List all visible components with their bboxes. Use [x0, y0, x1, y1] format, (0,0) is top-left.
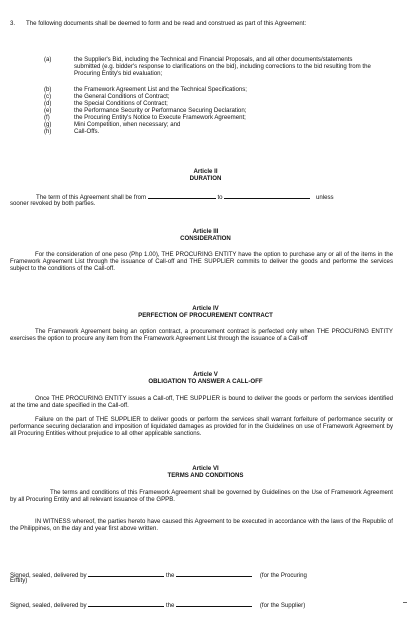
signature-the: the	[165, 602, 175, 609]
page-mark	[403, 602, 407, 603]
signature-line-supplier	[10, 600, 400, 609]
signature-label: Signed, sealed, delivered by	[10, 572, 87, 579]
list-item-key: (a)	[44, 56, 52, 63]
perfection-text: The Framework Agreement being an option contract, a procurement contract is perfected only when THE PROCURING ENTITY exercises the option to procure any item from the Framework Agreement List through the issuance of a Call-off	[10, 328, 393, 343]
signature-blank	[88, 570, 164, 577]
list-item-key: (b)	[44, 86, 52, 93]
signature-party: (for the Supplier)	[259, 602, 306, 609]
list-item-key: (h)	[44, 128, 52, 135]
article-number: Article III	[192, 228, 219, 235]
list-item-key: (f)	[44, 114, 50, 121]
clause-number: 3.	[10, 20, 16, 27]
list-item-text: the Procuring Entity's Notice to Execute Framework Agreement;	[74, 114, 246, 121]
article-title: DURATION	[189, 175, 222, 182]
duration-to: to	[217, 194, 223, 201]
witness-text: IN WITNESS whereof, the parties hereto have caused this Agreement to be executed in accordance with the laws of the Republic of the Philippines, on the day and year first above written.	[10, 518, 393, 533]
terms-text: The terms and conditions of this Framework Agreement shall be governed by Guidelines on the Use of Framework Agreement by all Procuring Entity and all relevant issuance of the GPPB.	[10, 489, 393, 504]
signature-line-entity	[10, 570, 400, 579]
signature-party-continuation: Entity)	[10, 577, 28, 584]
duration-text: The term of this Agreement shall be from	[36, 194, 147, 201]
article-title: TERMS AND CONDITIONS	[167, 472, 244, 479]
article-number: Article II	[193, 168, 218, 175]
clause-intro: The following documents shall be deemed to form and be read and construed as part of this Agreement:	[26, 20, 307, 27]
article-title: PERFECTION OF PROCUREMENT CONTRACT	[138, 312, 273, 319]
end-date-blank	[224, 192, 310, 199]
duration-unless: unless	[315, 194, 334, 201]
list-item-text: the Performance Security or Performance Securing Declaration;	[74, 107, 247, 114]
signature-blank	[88, 600, 164, 607]
article-number: Article V	[193, 371, 218, 378]
signature-the: the	[165, 572, 175, 579]
list-item-text: the Framework Agreement List and the Technical Specifications;	[74, 86, 247, 93]
duration-continuation: sooner revoked by both parties.	[10, 200, 96, 207]
list-item-key: (d)	[44, 100, 52, 107]
list-item-text: the Special Conditions of Contract;	[74, 100, 168, 107]
signature-blank	[176, 600, 252, 607]
list-item-text: the Supplier's Bid, including the Technical and Financial Proposals, and all other documents/statements submitted (e.g. bidder's response to clarifications on the bid), including corrections to the bid resulting from the Procuring Entity's bid evaluation;	[74, 56, 371, 78]
list-item-text: Mini Competition, when necessary; and	[74, 121, 181, 128]
article-number: Article IV	[192, 305, 219, 312]
list-item-key: (e)	[44, 107, 52, 114]
obligation-text: Once THE PROCURING ENTITY issues a Call-off, THE SUPPLIER is bound to deliver the goods or perform the services identified at the time and date specified in the Call-off.	[10, 395, 393, 410]
list-item-key: (c)	[44, 93, 52, 100]
list-item-text: the General Conditions of Contract;	[74, 93, 170, 100]
signature-label: Signed, sealed, delivered by	[10, 602, 87, 609]
list-item-key: (g)	[44, 121, 52, 128]
article-title: OBLIGATION TO ANSWER A CALL-OFF	[148, 378, 263, 385]
failure-text: Failure on the part of THE SUPPLIER to deliver goods or perform the services shall warrant forfeiture of performance security or performance securing declaration and imposition of liquidated damages as provided for in the Guidelines on use of Framework Agreement by all Procuring Entities without prejudice to all other applicable sanctions.	[10, 416, 393, 438]
consideration-text: For the consideration of one peso (Php 1.00), THE PROCURING ENTITY have the option to purchase any or all of the items in the Framework Agreement List through the issuance of Call-off and THE SUPPLIER commits to deliver the goods and performe the services subject to the conditions of the Call-off.	[10, 251, 393, 273]
start-date-blank	[148, 192, 216, 199]
signature-blank	[176, 570, 252, 577]
signature-party: (for the Procuring	[259, 572, 307, 579]
article-title: CONSIDERATION	[180, 235, 231, 242]
list-item-text: Call-Offs.	[74, 128, 100, 135]
article-number: Article VI	[192, 465, 219, 472]
